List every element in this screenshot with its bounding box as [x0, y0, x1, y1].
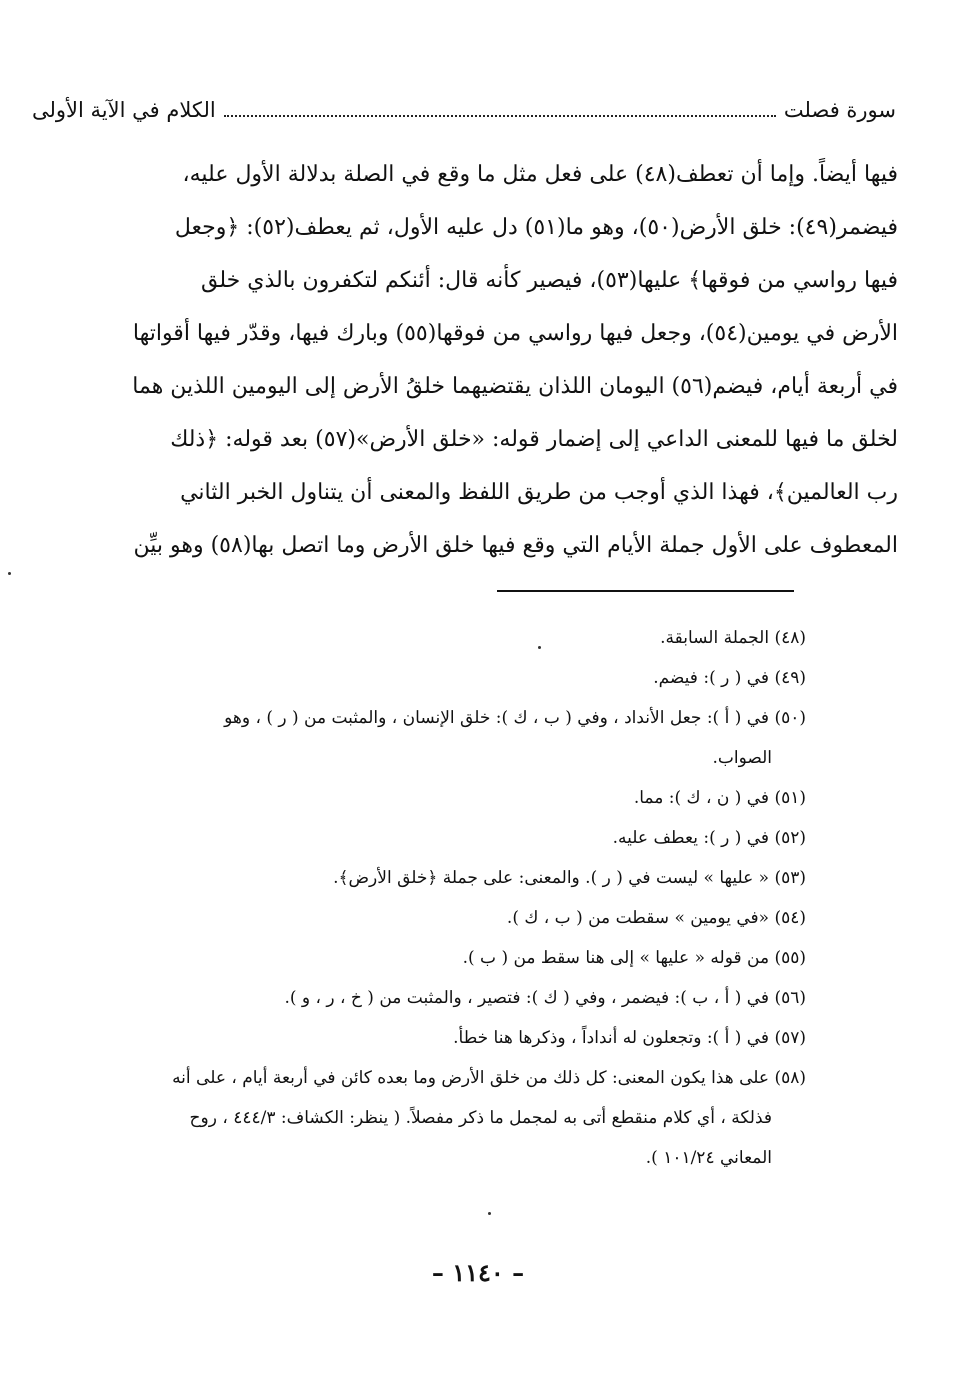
footnote: (٥٧) في ( أ ): وتجعلون له أنداداً ، وذكرها هنا خطأ.: [453, 1028, 806, 1048]
header-topic: الكلام في الآية الأولى: [32, 98, 216, 122]
footnote: (٤٨) الجملة السابقة.: [660, 628, 806, 648]
footnote: (٤٩) في ( ر ): فيضم.: [653, 668, 806, 688]
footnote: (٥٦) في ( أ ، ب ): فيضمر ، وفي ( ك ): فتصير ، والمثبت من ( خ ، ر ، و ).: [284, 988, 806, 1008]
footnote: (٥٢) في ( ر ): يعطف عليه.: [612, 828, 806, 848]
body-line: فيها رواسي من فوقها﴾ عليها(٥٣)، فيصير كأنه قال: أئنكم لتكفرون بالذي خلق: [201, 268, 898, 293]
main-text: [28, 148, 898, 572]
body-line: رب العالمين﴾، فهذا الذي أوجب من طريق اللفظ والمعنى أن يتناول الخبر الثاني: [180, 480, 898, 505]
footnote: (٥٣) « عليها » ليست في ( ر ). والمعنى: على جملة ﴿خلق الأرض﴾.: [333, 868, 806, 888]
footnote: (٥٥) من قوله « عليها » إلى هنا سقط من ( ب ).: [462, 948, 806, 968]
page-number: – ١١٤٠ –: [431, 1258, 525, 1287]
scan-speck: [538, 646, 541, 649]
footnote: (٥١) في ( ن ، ك ): مما.: [633, 788, 806, 808]
footnote: (٥٨) على هذا يكون المعنى: كل ذلك من خلق الأرض وما بعده كائن في أربعة أيام ، على أنه: [172, 1068, 806, 1088]
footnote: (٥٠) في ( أ ): جعل الأنداد ، وفي ( ب ، ك ): خلق الإنسان ، والمثبت من ( ر ) ، وهو: [224, 708, 806, 728]
header-dotted-leader: [224, 115, 776, 117]
body-line: في أربعة أيام، فيضم(٥٦) اليومان اللذان يقتضيهما خلقُ الأرض إلى اليومين اللذين هما: [132, 374, 898, 399]
body-line: لخلق ما فيها للمعنى الداعي إلى إضمار قوله: «خلق الأرض»(٥٧) بعد قوله: ﴿ذلك: [170, 427, 898, 452]
footnote-continuation: الصواب.: [712, 748, 772, 768]
scan-speck: [8, 572, 11, 575]
header-surah-name: سورة فصلت: [783, 98, 896, 122]
body-line: فيها أيضاً. وإما أن تعطف(٤٨) على فعل مثل ما وقع في الصلة بدلالة الأول عليه،: [182, 162, 898, 187]
body-line: فيضمر(٤٩): خلق الأرض(٥٠)، وهو ما(٥١) دل عليه الأول، ثم يعطف(٥٢): ﴿وجعل: [174, 215, 898, 240]
body-line: المعطوف على الأول جملة الأيام التي وقع فيها خلق الأرض وما اتصل بها(٥٨) وهو بيِّن: [133, 533, 898, 558]
footnote: (٥٤) «في يومين » سقطت من ( ب ، ك ).: [506, 908, 806, 928]
footnotes: [40, 618, 806, 1178]
footnote-continuation: فذلكة ، أي كلام منقطع أتى به لمجمل ما ذكر مفصلاً. ( ينظر: الكشاف: ٤٤٤/٣ ، روح: [189, 1108, 772, 1128]
running-header: [32, 92, 896, 128]
scan-speck: [488, 1212, 491, 1215]
body-line: الأرض في يومين(٥٤)، وجعل فيها رواسي من فوقها(٥٥) وبارك فيها، وقدّر فيها أقواتها: [132, 321, 898, 346]
footnote-continuation: المعاني ١٠١/٢٤ ).: [645, 1148, 772, 1168]
footnote-separator: [497, 590, 794, 592]
